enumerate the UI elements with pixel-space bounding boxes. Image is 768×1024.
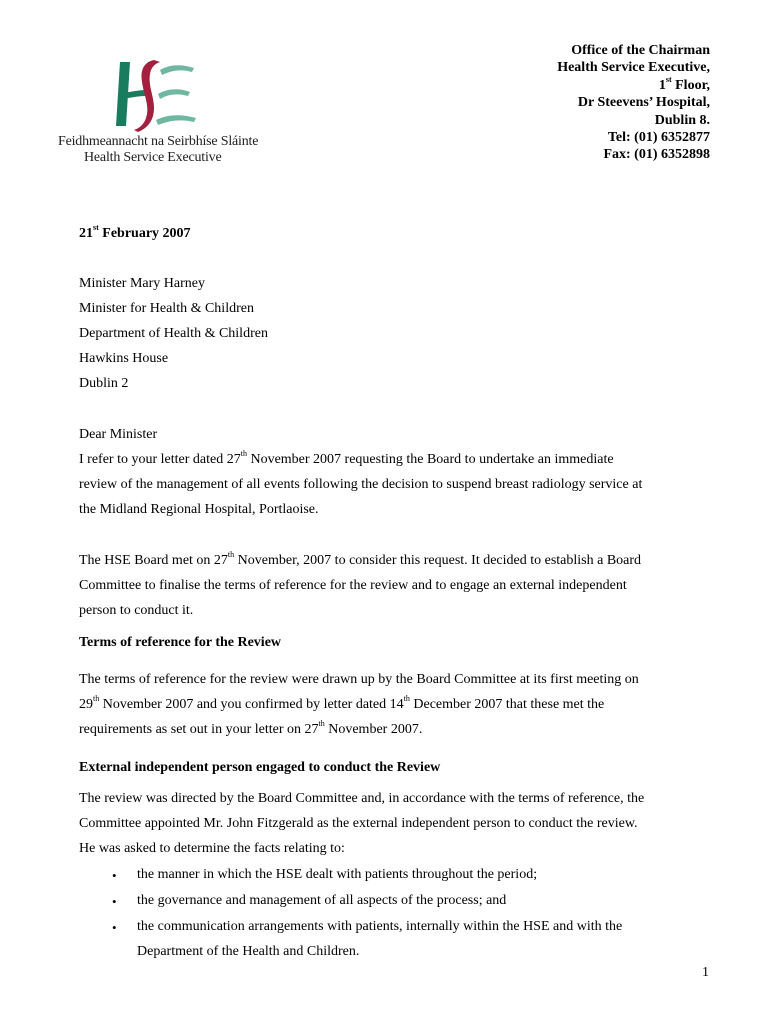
paragraph-line: Committee appointed Mr. John Fitzgerald as the external independent person to conduct the review. [79,816,638,831]
bullet-item: the governance and management of all aspects of the process; and [137,893,507,908]
recipient-line: Minister for Health & Children [79,301,254,316]
salutation: Dear Minister [79,427,158,442]
paragraph-line: The terms of reference for the review were drawn up by the Board Committee at its first meeting on [79,672,639,687]
paragraph-line: requirements as set out in your letter on 27th November 2007. [79,719,423,737]
logo-irish-name: Feidhmeannacht na Seirbhíse Sláinte [58,134,259,149]
paragraph-line: The review was directed by the Board Committee and, in accordance with the terms of reference, the [79,791,645,806]
letter-date: 21st February 2007 [79,223,191,241]
paragraph-line: He was asked to determine the facts relating to: [79,841,345,856]
section-heading: Terms of reference for the Review [79,635,282,650]
address-line: Health Service Executive, [557,60,710,76]
paragraph-line: person to conduct it. [79,603,194,618]
paragraph-line: The HSE Board met on 27th November, 2007 to consider this request. It decided to establish a Board [79,550,642,568]
address-line: Dr Steevens’ Hospital, [577,95,710,111]
recipient-line: Department of Health & Children [79,326,268,341]
paragraph-line: review of the management of all events following the decision to suspend breast radiology service at [79,477,643,492]
bullet-icon: • [112,894,117,909]
address-line: Dublin 8. [654,112,710,128]
logo-english-name: Health Service Executive [84,150,222,165]
page-number: 1 [702,965,709,980]
paragraph-line: 29th November 2007 and you confirmed by letter dated 14th December 2007 that these met the [79,694,605,712]
address-line: Office of the Chairman [571,43,710,58]
recipient-line: Minister Mary Harney [79,276,205,291]
bullet-icon: • [112,868,117,883]
paragraph-line: the Midland Regional Hospital, Portlaoise. [79,502,319,517]
address-line: Fax: (01) 6352898 [603,147,710,163]
paragraph-line: Committee to finalise the terms of reference for the review and to engage an external independent [79,578,627,593]
hse-logo-mark-icon [104,56,204,134]
paragraph-line: I refer to your letter dated 27th November 2007 requesting the Board to undertake an immediate [79,449,614,467]
hse-logo [44,44,262,176]
address-line: 1st Floor, [658,75,710,93]
recipient-line: Hawkins House [79,351,169,366]
section-heading: External independent person engaged to conduct the Review [79,760,441,775]
bullet-item-continued: Department of the Health and Children. [137,944,360,959]
bullet-item: the manner in which the HSE dealt with patients throughout the period; [137,867,538,882]
bullet-icon: • [112,920,117,935]
recipient-line: Dublin 2 [79,376,129,391]
address-line: Tel: (01) 6352877 [607,130,710,146]
bullet-item: the communication arrangements with patients, internally within the HSE and with the [137,919,623,934]
sender-address [557,42,710,164]
